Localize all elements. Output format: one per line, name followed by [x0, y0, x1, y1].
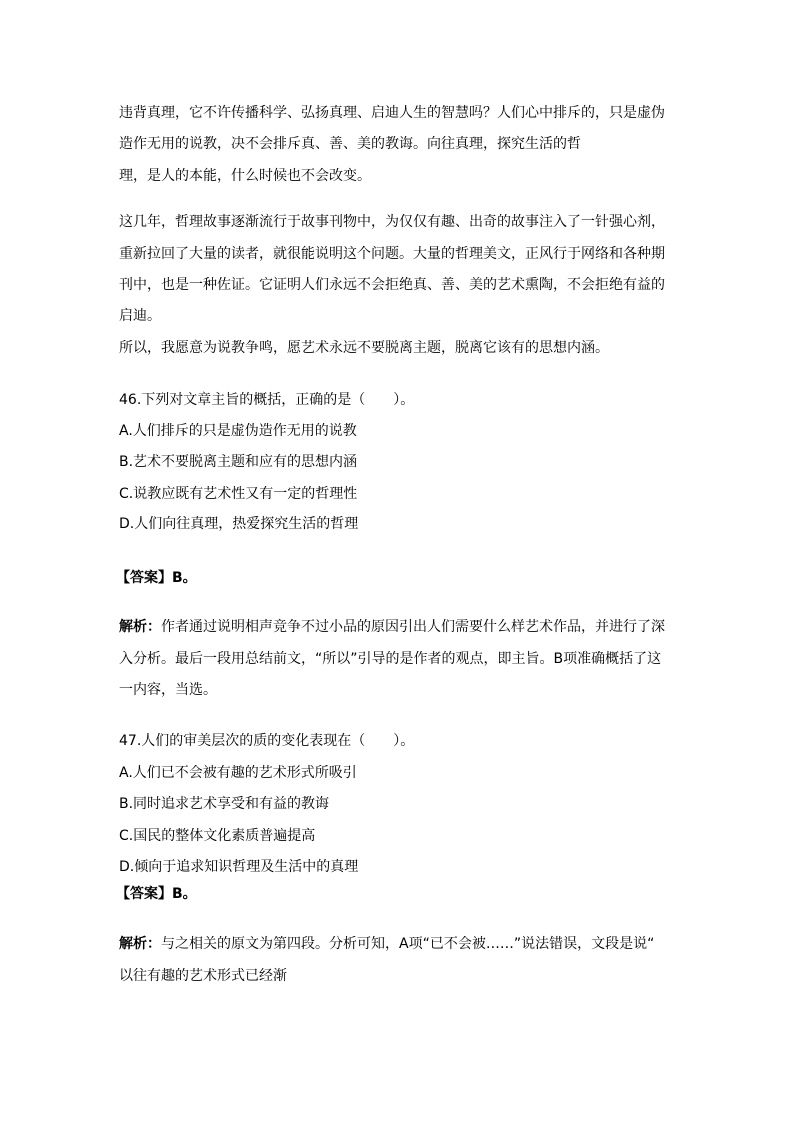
question-47-option-b: B.同时追求艺术享受和有益的教诲	[119, 796, 330, 812]
question-47-option-d: D.倾向于追求知识哲理及生活中的真理	[119, 859, 359, 875]
analysis-label: 解析：	[119, 619, 161, 635]
passage-line: 重新拉回了大量的读者，就很能说明这个问题。大量的哲理美文，正风行于网络和各种期	[119, 246, 665, 262]
question-46-option-a: A.人们排斥的只是虚伪造作无用的说教	[119, 423, 357, 439]
answer-label: 【答案】	[116, 886, 172, 902]
analysis-line: 入分析。最后一段用总结前文，“所以”引导的是作者的观点，即主旨。B项准确概括了这	[119, 651, 662, 667]
question-46-stem: 46.下列对文章主旨的概括，正确的是（ ）。	[119, 392, 415, 408]
question-47-stem: 47.人们的审美层次的质的变化表现在（ ）。	[119, 733, 415, 749]
analysis-text: 作者通过说明相声竞争不过小品的原因引出人们需要什么样艺术作品，并进行了深	[161, 619, 665, 635]
passage-line: 这几年，哲理故事逐渐流行于故事刊物中，为仅仅有趣、出奇的故事注入了一针强心剂，	[119, 214, 665, 230]
passage-line: 启迪。	[119, 308, 161, 324]
passage-line: 违背真理，它不许传播科学、弘扬真理、启迪人生的智慧吗？人们心中排斥的，只是虚伪	[119, 105, 665, 121]
question-47-answer	[116, 885, 197, 903]
question-46-analysis	[119, 618, 665, 636]
analysis-line: 一内容，当选。	[119, 682, 217, 698]
question-47-option-c: C.国民的整体文化素质普遍提高	[119, 828, 316, 844]
passage-line: 造作无用的说教，决不会排斥真、善、美的教诲。向往真理，探究生活的哲	[119, 136, 581, 152]
answer-value: B。	[172, 886, 197, 902]
question-46-option-c: C.说教应既有艺术性又有一定的哲理性	[119, 486, 358, 502]
answer-label: 【答案】	[116, 570, 172, 586]
passage-line: 刊中，也是一种佐证。它证明人们永远不会拒绝真、善、美的艺术熏陶，不会拒绝有益的	[119, 277, 665, 293]
passage-line: 所以，我愿意为说教争鸣，愿艺术永远不要脱离主题，脱离它该有的思想内涵。	[119, 340, 609, 356]
answer-value: B。	[172, 570, 197, 586]
question-46-option-d: D.人们向往真理，热爱探究生活的哲理	[119, 516, 359, 532]
analysis-text: 与之相关的原文为第四段。分析可知，A项“已不会被……”说法错误，文段是说“	[161, 936, 655, 952]
question-46-answer	[116, 569, 197, 587]
passage-line: 理，是人的本能，什么时候也不会改变。	[119, 168, 371, 184]
question-47-analysis	[119, 935, 654, 953]
question-47-option-a: A.人们已不会被有趣的艺术形式所吸引	[119, 765, 357, 781]
question-46-option-b: B.艺术不要脱离主题和应有的思想内涵	[119, 454, 358, 470]
analysis-line: 以往有趣的艺术形式已经渐	[119, 968, 287, 984]
analysis-label: 解析：	[119, 936, 161, 952]
